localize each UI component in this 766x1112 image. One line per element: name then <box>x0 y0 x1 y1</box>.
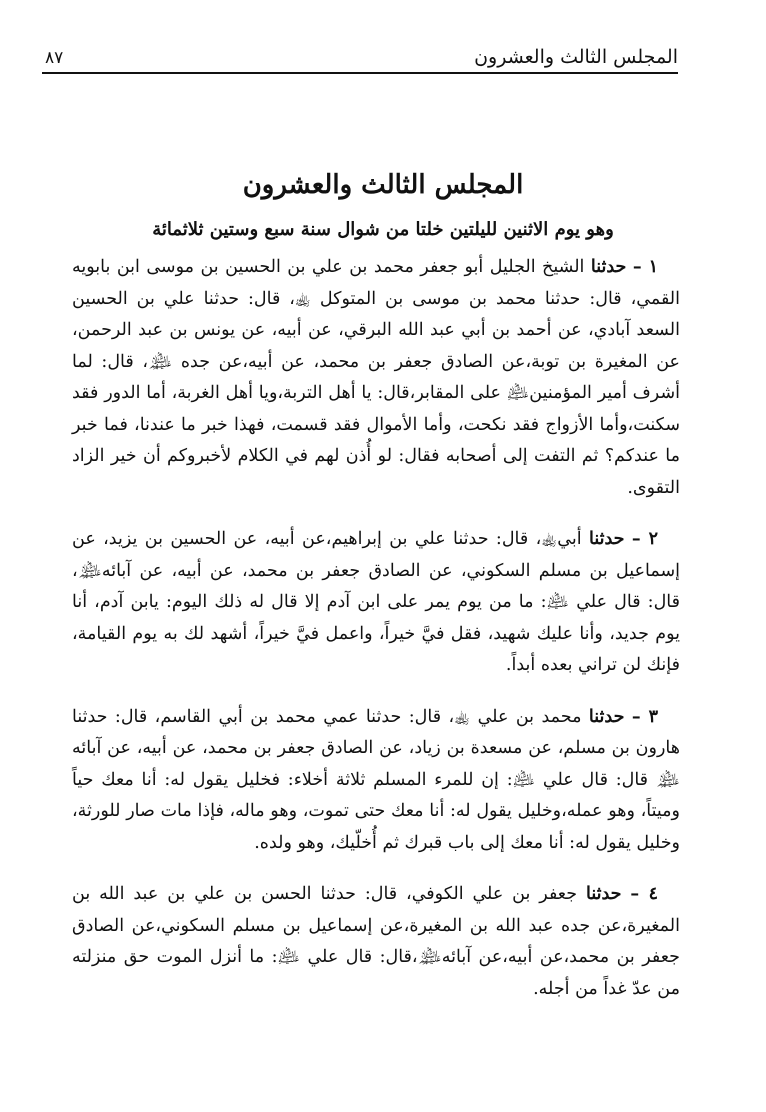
page-number: ٨٧ <box>45 48 64 68</box>
hadith-paragraph <box>72 524 680 682</box>
hadith-lead: حدثنا <box>588 706 625 727</box>
hadith-text: جعفر بن علي الكوفي، قال: حدثنا الحسن بن علي بن عبد الله بن المغيرة،عن جده عبد الله بن المغيرة،عن إسماعيل بن مسلم السكوني،عن الصادق جعفر بن محمد،عن أبيه،عن آبائه﵈،قال: قال علي ﵇: ما أنزل الموت حق منزلته من عدّ غداً من أجله. <box>72 884 680 999</box>
chapter-subtitle: وهو يوم الاثنين لليلتين خلتا من شوال سنة سبع وستين ثلاثمائة <box>152 218 614 240</box>
hadith-paragraph <box>72 252 680 504</box>
hadith-text: الشيخ الجليل أبو جعفر محمد بن علي بن الحسين بن موسى ابن بابويه القمي، قال: حدثنا محمد بن موسى بن المتوكل ﵀، قال: حدثنا علي بن الحسين السعد آبادي، عن أحمد بن أبي عبد الله البرقي، عن أبيه، عن يونس بن عبد الرحمن، عن المغيرة بن توبة،عن الصادق جعفر بن محمد، عن أبيه،عن جده ﵈، قال: لما أشرف أمير المؤمنين﵇ على المقابر،قال: يا أهل التربة،ويا أهل الغربة، أما الدور فقد سكنت،وأما الأزواج فقد نكحت، وأما الأموال فقد قسمت، فهذا خبر ما عندنا، فما خبر ما عندكم؟ ثم التفت إلى أصحابه فقال: لو أُذن لهم في الكلام لأخبروكم أن خير الزاد التقوى. <box>72 257 680 498</box>
running-header <box>42 42 678 74</box>
hadith-text: أبي﵀، قال: حدثنا علي بن إبراهيم،عن أبيه، عن الحسين بن يزيد، عن إسماعيل بن مسلم السكوني، عن الصادق جعفر بن محمد، عن أبيه، عن آبائه﵈، قال: قال علي ﵇: ما من يوم يمر على ابن آدم إلا قال له ذلك اليوم: يابن آدم، أنا يوم جديد، وأنا عليك شهيد، فقل فيَّ خيراً، واعمل فيَّ خيراً، أشهد لك به يوم القيامة، فإنك لن تراني بعده أبداً. <box>72 529 680 675</box>
hadith-lead: حدثنا <box>585 884 622 904</box>
hadith-paragraph <box>72 879 680 1005</box>
hadith-number: ١ – <box>632 257 658 277</box>
hadith-lead: حدثنا <box>590 257 627 277</box>
running-title: المجلس الثالث والعشرون <box>474 46 678 68</box>
hadith-text: محمد بن علي ﵀، قال: حدثنا عمي محمد بن أبي القاسم، قال: حدثنا هارون بن مسلم، عن مسعدة بن زياد، عن الصادق جعفر بن محمد، عن أبيه، عن آبائه ﵈ قال: قال علي ﵇: إن للمرء المسلم ثلاثة أخلاء: فخليل يقول له: أنا معك حياً وميتاً، وهو عمله،وخليل يقول له: أنا معك حتى تموت، وهو ماله، فإذا مات صار للورثة، وخليل يقول له: أنا معك إلى باب قبرك ثم أُخلّيك، وهو ولده. <box>72 706 680 853</box>
hadith-number: ٢ – <box>631 529 658 549</box>
body-text <box>72 252 680 1025</box>
hadith-paragraph <box>72 702 680 860</box>
hadith-number: ٣ – <box>631 706 658 727</box>
chapter-title: المجلس الثالث والعشرون <box>242 170 524 201</box>
hadith-number: ٤ – <box>630 884 658 904</box>
hadith-lead: حدثنا <box>589 529 625 549</box>
